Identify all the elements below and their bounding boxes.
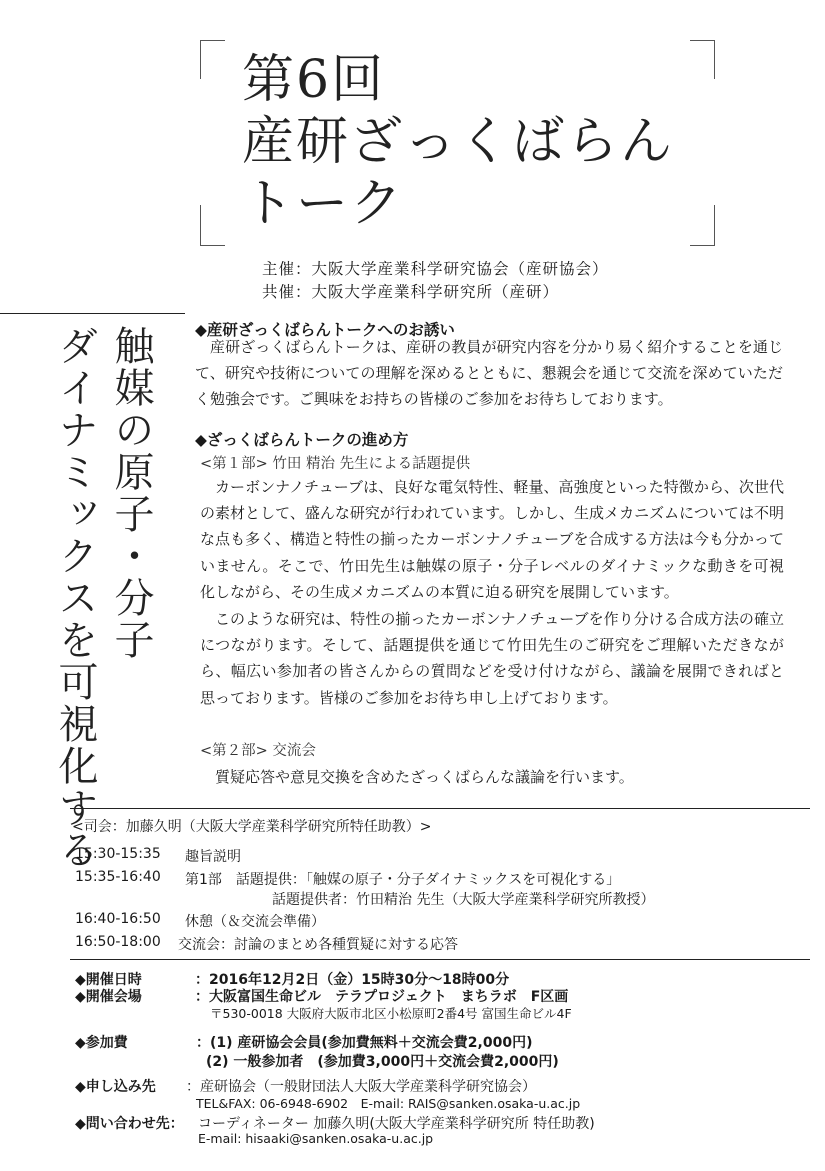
part1-body1: カーボンナノチューブは、良好な電気特性、軽量、高強度といった特徴から、次世代の素材として、盛んな研究が行われています。しかし、生成メカニズムについては不明な点も多く、構造と特性の揃ったカーボンナノチューブを合成する方法は今も分かっていません。そこで、竹田先生は触媒の原子・分子レベルのダイナミックな動きを可視化しながら、その生成メカニズムの本質に迫る研究を展開しています。 [200,478,784,601]
part2-body: 質疑応答や意見交換を含めたざっくばらんな議論を行います。 [215,768,634,786]
moderator: <司会：加藤久明（大阪大学産業科学研究所特任助教）> [72,819,432,835]
event-title-line3: トーク [242,174,405,234]
date-label: ◆開催日時 [75,972,142,988]
contact-line2: E-mail: hisaaki@sanken.osaka-u.ac.jp [198,1131,434,1146]
program-heading: ◆ざっくばらんトークの進め方 [195,431,409,449]
part1-label: <第１部> 竹田 精治 先生による話題提供 [200,456,471,472]
part2-label: <第２部> 交流会 [200,743,316,759]
schedule-time-2: 15:35-16:40 [75,869,161,885]
schedule-item-5: 交流会：討論のまとめ各種質疑に対する応答 [178,937,458,953]
schedule-item-4: 休憩（＆交流会準備） [185,914,325,930]
event-title-line1: 第6回 [242,50,386,110]
apply-label: ◆申し込み先 [75,1079,156,1095]
date-value: ：2016年12月2日（金）15時30分～18時00分 [195,972,510,988]
apply-line1: ：産研協会（一般財団法人大阪大学産業科学研究協会） [186,1079,536,1095]
contact-line1: コーディネーター 加藤久明(大阪大学産業科学研究所 特任助教) [198,1116,595,1132]
schedule-time-4: 16:40-16:50 [75,911,161,927]
venue-label: ◆開催会場 [75,989,142,1005]
info-divider [70,959,810,960]
fee-label: ◆参加費 [75,1035,128,1051]
schedule-time-1: 15:30-15:35 [75,846,161,862]
co-organizer: 共催：大阪大学産業科学研究所（産研） [262,283,560,301]
title-bracket-bottom-left [200,205,225,246]
fee-line1: ：(1) 産研協会会員(参加費無料＋交流会費2,000円) [196,1035,533,1051]
title-bracket-top-left [200,40,225,79]
venue-value: ：大阪富国生命ビル テラプロジェクト まちラボ F区画 [195,989,569,1005]
vertical-title-col2: ダイナミックスを可視化する [52,325,98,871]
apply-line2: TEL&FAX: 06-6948-6902 E-mail: RAIS@sanken.osaka-u.ac.jp [196,1096,581,1111]
title-bracket-top-right [690,40,715,79]
schedule-item-2: 第1部 話題提供：「触媒の原子・分子ダイナミックスを可視化する」 [185,872,621,888]
schedule-divider [70,808,810,809]
organizer: 主催：大阪大学産業科学研究協会（産研協会） [262,260,609,278]
vertical-title-col1: 触媒の原子・分子 [108,325,154,661]
schedule-item-3: 話題提供者：竹田精治 先生（大阪大学産業科学研究所教授） [272,892,655,908]
event-title-line2: 産研ざっくばらん [242,112,675,172]
invite-body: 産研ざっくばらんトークは、産研の教員が研究内容を分かり易く紹介することを通じて、研究や技術についての理解を深めるとともに、懇親会を通じて交流を深めていただく勉強会です。ご興味をお持ちの皆様のご参加をお待ちしております。 [195,338,783,409]
part1-body2: このような研究は、特性の揃ったカーボンナノチューブを作り分ける合成方法の確立につながります。そして、話題提供を通じて竹田先生のご研究をご理解いただきながら、幅広い参加者の皆さんからの質問などを受け付けながら、議論を展開できればと思っております。皆様のご参加をお待ち申し上げております。 [200,610,784,707]
schedule-item-1: 趣旨説明 [185,849,241,865]
fee-line2: (2) 一般参加者 (参加費3,000円＋交流会費2,000円) [206,1054,559,1070]
contact-label: ◆問い合わせ先： [75,1116,184,1132]
schedule-time-5: 16:50-18:00 [75,934,161,950]
top-divider [0,313,185,314]
venue-address: 〒530-0018 大阪府大阪市北区小松原町2番4号 富国生命ビル4F [210,1006,572,1021]
invite-heading: ◆産研ざっくばらんトークへのお誘い [195,321,455,339]
title-bracket-bottom-right [690,205,715,246]
